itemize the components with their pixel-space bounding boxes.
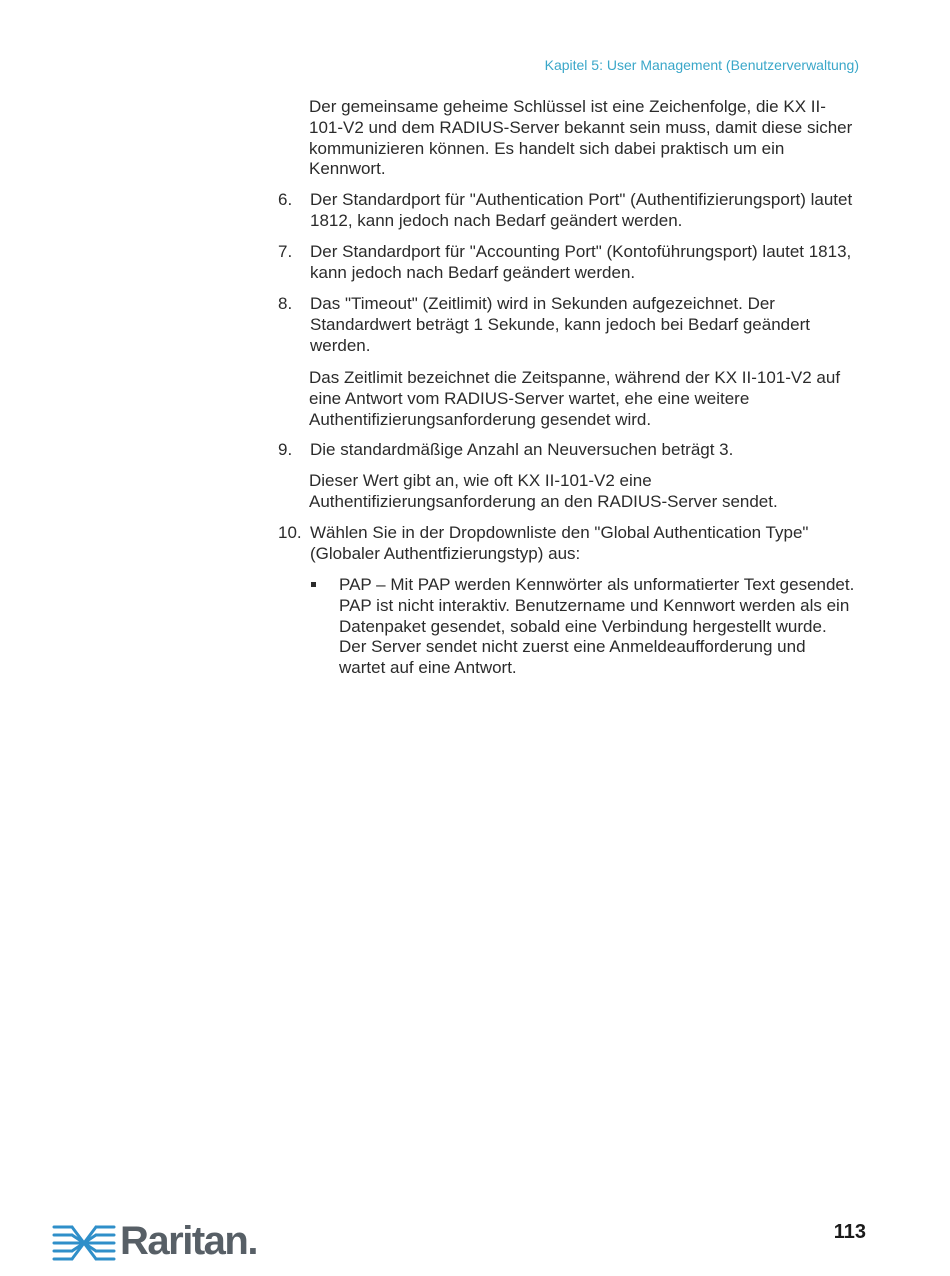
raritan-logo [52, 1220, 257, 1262]
list-item-8 [278, 294, 854, 356]
raritan-network-icon [52, 1221, 116, 1261]
logo-wordmark: Raritan. [120, 1219, 257, 1263]
list-item-10 [278, 523, 854, 565]
list-text: Der Standardport für "Accounting Port" (Kontoführungsport) lautet 1813, kann jedoch nach Bedarf geändert werden. [310, 242, 852, 282]
pap-bullet [311, 575, 856, 679]
intro-paragraph: Der gemeinsame geheime Schlüssel ist eine Zeichenfolge, die KX II-101-V2 und dem RADIUS-Server bekannt sein muss, damit diese sicher kommunizieren können. Es handelt sich dabei praktisch um ein Kennwort. [309, 97, 853, 179]
bullet-square-icon [311, 582, 316, 587]
list-number: 8. [278, 294, 293, 313]
chapter-header: Kapitel 5: User Management (Benutzerverwaltung) [544, 57, 859, 73]
timeout-note: Das Zeitlimit bezeichnet die Zeitspanne, während der KX II-101-V2 auf eine Antwort vom RADIUS-Server wartet, ehe eine weitere Authentifizierungsanforderung gesendet wird. [309, 368, 841, 429]
list-number: 10. [278, 523, 302, 542]
retries-note: Dieser Wert gibt an, wie oft KX II-101-V2 eine Authentifizierungsanforderung an den RADIUS-Server sendet. [309, 471, 778, 511]
bullet-text [339, 575, 856, 679]
list-number: 9. [278, 440, 293, 459]
bullet-description: Mit PAP werden Kennwörter als unformatierter Text gesendet. PAP ist nicht interaktiv. Benutzername und Kennwort werden als ein Datenpaket gesendet, sobald eine Verbindung hergestellt wurde. Der Server sendet nicht zuerst eine Anmeldeaufforderung und wartet auf eine Antwort. [339, 575, 855, 678]
list-text: Die standardmäßige Anzahl an Neuversuchen beträgt 3. [310, 440, 734, 459]
list-item-6 [278, 190, 854, 232]
list-item-9 [278, 440, 854, 461]
page-number: 113 [833, 1221, 866, 1243]
list-item-7 [278, 242, 854, 284]
list-text: Der Standardport für "Authentication Port" (Authentifizierungsport) lautet 1812, kann jedoch nach Bedarf geändert werden. [310, 190, 853, 230]
list-number: 7. [278, 242, 293, 261]
list-number: 6. [278, 190, 293, 209]
list-text: Wählen Sie in der Dropdownliste den "Global Authentication Type" (Globaler Authentfizierungstyp) aus: [310, 523, 809, 563]
list-text: Das "Timeout" (Zeitlimit) wird in Sekunden aufgezeichnet. Der Standardwert beträgt 1 Sekunde, kann jedoch bei Bedarf geändert werden. [310, 294, 810, 355]
bullet-term: PAP – [339, 575, 386, 594]
